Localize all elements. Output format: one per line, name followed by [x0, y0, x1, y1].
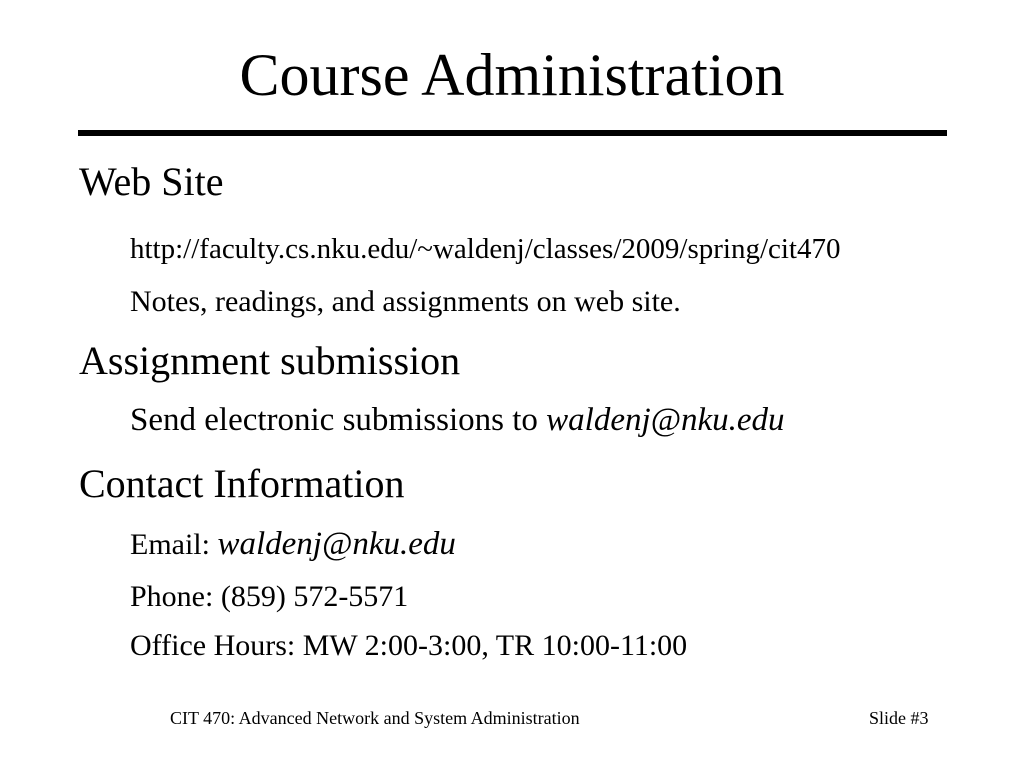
footer-course-title: CIT 470: Advanced Network and System Administration	[170, 708, 580, 728]
office-hours: Office Hours: MW 2:00-3:00, TR 10:00-11:00	[130, 629, 688, 662]
contact-email: waldenj@nku.edu	[217, 526, 456, 562]
contact-information-heading: Contact Information	[79, 461, 405, 506]
footer-slide-number: Slide #3	[869, 708, 929, 728]
title-underline	[78, 130, 947, 136]
website-notes-text: Notes, readings, and assignments on web site.	[130, 285, 681, 318]
email-label: Email:	[130, 528, 218, 561]
assignment-submission-heading: Assignment submission	[79, 338, 461, 383]
course-website-url: http://faculty.cs.nku.edu/~waldenj/classes/2009/spring/cit470	[130, 233, 841, 265]
web-site-heading: Web Site	[79, 159, 224, 204]
submission-email: waldenj@nku.edu	[546, 402, 785, 438]
slide-title: Course Administration	[239, 42, 785, 108]
submission-text: Send electronic submissions to	[130, 402, 547, 438]
contact-email-line	[130, 528, 456, 561]
contact-phone: Phone: (859) 572-5571	[130, 580, 409, 613]
submission-instructions	[130, 404, 785, 437]
